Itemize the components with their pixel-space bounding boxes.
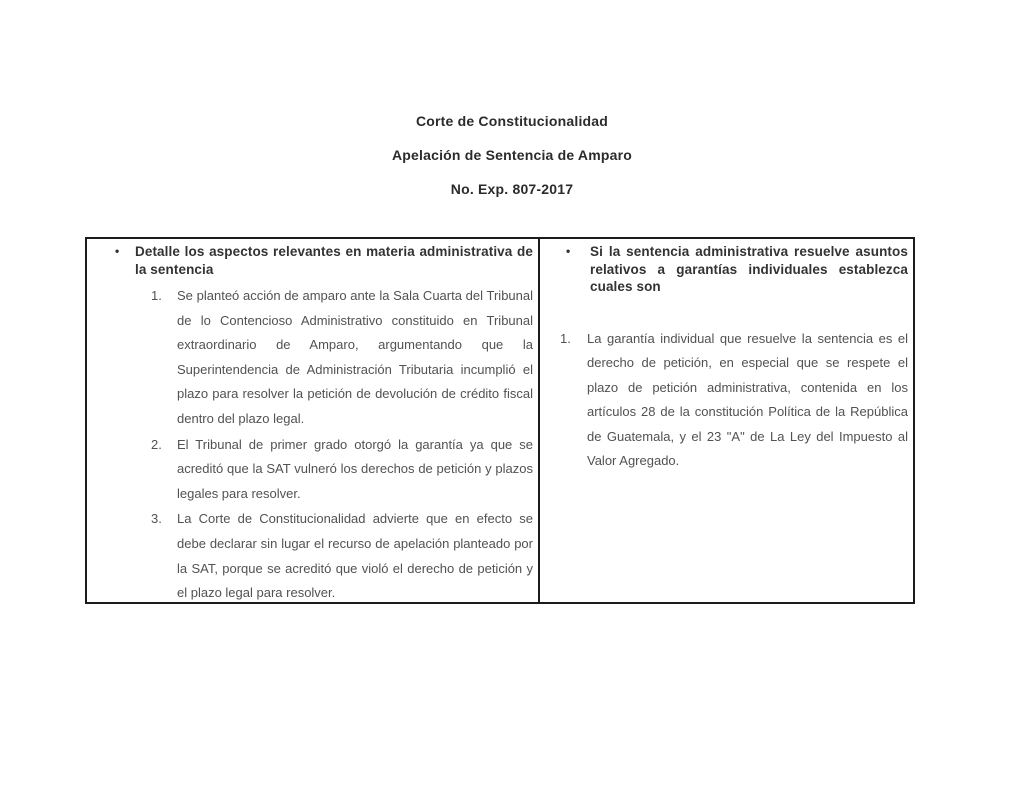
document-title-block (0, 104, 1024, 206)
list-item-text: La garantía individual que resuelve la sentencia es el derecho de petición, en especial que se respete el plazo de petición administrativa, contenida en los artículos 28 de la constitución Política de la República de Guatemala, y el 23 "A" de La Ley del Impuesto al Valor Agregado. (587, 330, 908, 469)
list-item-number: 1. (560, 330, 571, 346)
table-cell-right (540, 239, 913, 602)
list-item-number: 1. (151, 288, 162, 303)
bullet-marker-icon: • (566, 244, 571, 258)
right-column-list (540, 327, 913, 475)
list-item-number: 2. (151, 436, 162, 452)
list-item (87, 284, 538, 432)
list-item-number: 3. (151, 511, 162, 527)
list-item-text: El Tribunal de primer grado otorgó la garantía ya que se acreditó que la SAT vulneró los derechos de petición y plazos legales para resolver. (177, 436, 533, 501)
bullet-marker-icon: • (115, 244, 120, 258)
list-item (87, 507, 538, 602)
list-item-text: La Corte de Constitucionalidad advierte que en efecto se debe declarar sin lugar el recurso de apelación planteado por la SAT, porque se acreditó que violó el derecho de petición y el plazo legal para resolver. (177, 511, 533, 601)
left-column-list (87, 284, 538, 602)
list-item (540, 327, 913, 475)
list-item (87, 433, 538, 507)
content-table (85, 237, 915, 604)
table-cell-left (87, 239, 540, 602)
doc-title-case-type: Apelación de Sentencia de Amparo (391, 147, 633, 163)
left-column-header-text: Detalle los aspectos relevantes en materia administrativa de la sentencia (135, 244, 533, 277)
right-column-header (540, 243, 913, 296)
right-column-header-text: Si la sentencia administrativa resuelve asuntos relativos a garantías individuales establezca cuales son (590, 244, 908, 294)
doc-title-case-number: No. Exp. 807-2017 (450, 181, 574, 197)
doc-title-court: Corte de Constitucionalidad (415, 113, 609, 129)
left-column-header (87, 243, 538, 278)
list-item-text: Se planteó acción de amparo ante la Sala Cuarta del Tribunal de lo Contencioso Administrativo constituido en Tribunal extraordinario de Amparo, argumentando que la Superintendencia de Administración Tributaria incumplió el plazo para resolver la petición de devolución de crédito fiscal dentro del plazo legal. (177, 288, 533, 426)
